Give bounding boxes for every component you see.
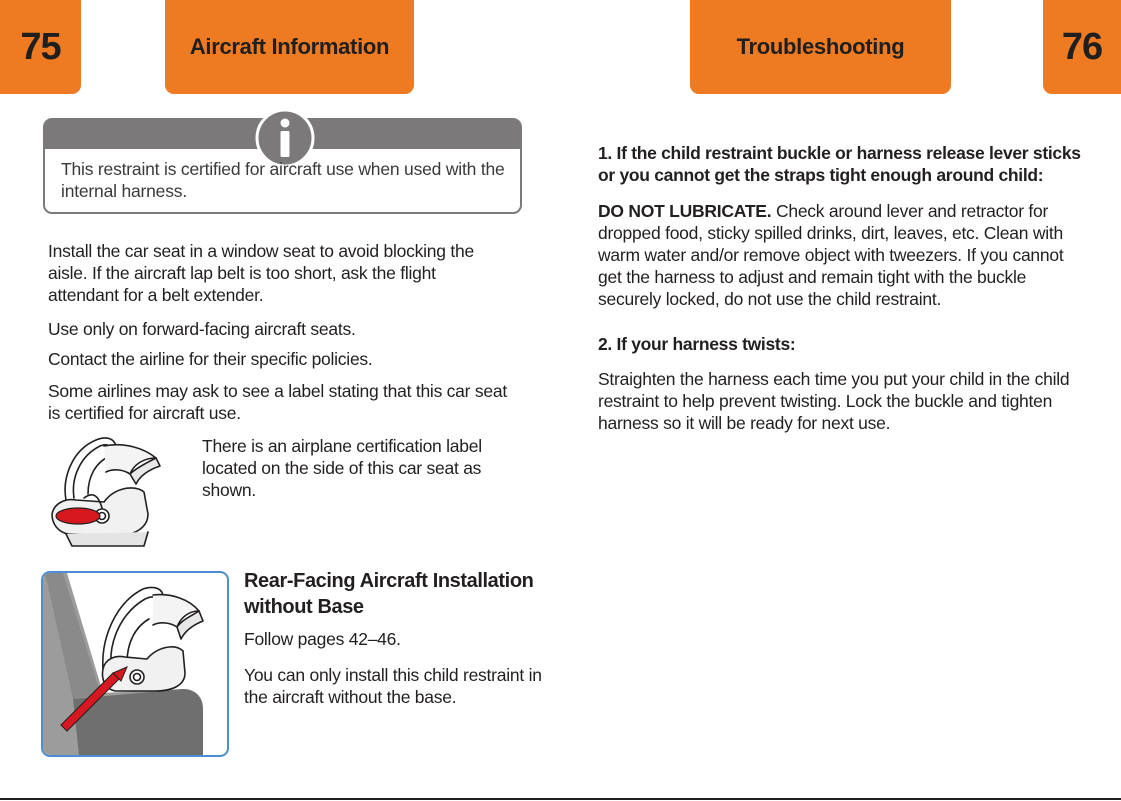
troubleshooting-item-2-heading: 2. If your harness twists: [598,334,796,354]
troubleshooting-item-2-body: Straighten the harness each time you put your child in the child restraint to help prevent twisting. Lock the buckle and tighten harness so it will be ready for next use. [598,369,1070,433]
info-callout-text: This restraint is certified for aircraft use when used with the internal harness. [61,159,505,201]
rear-facing-heading: Rear-Facing Aircraft Installation without Base [244,570,534,618]
section-title-troubleshooting: Troubleshooting [690,0,951,94]
do-not-lubricate-lead: DO NOT LUBRICATE. [598,201,772,221]
paragraph-without-base: You can only install this child restraint in the aircraft without the base. [244,665,542,707]
car-seat-label-illustration [44,428,194,550]
troubleshooting-item-1-heading: 1. If the child restraint buckle or harness release lever sticks or you cannot get the straps tight enough around child: [598,143,1081,185]
paragraph-certification-label: Some airlines may ask to see a label stating that this car seat is certified for aircraft use. [48,381,507,423]
rear-facing-illustration-frame [41,571,229,757]
paragraph-label-location: There is an airplane certification label located on the side of this car seat as shown. [202,436,482,500]
paragraph-window-seat: Install the car seat in a window seat to avoid blocking the aisle. If the aircraft lap belt is too short, ask the flight attendant for a belt extender. [48,241,474,305]
page-number-left: 75 [0,0,81,94]
info-callout-box [43,118,522,214]
paragraph-follow-pages: Follow pages 42–46. [244,629,401,649]
paragraph-contact-airline: Contact the airline for their specific policies. [48,349,373,369]
paragraph-forward-facing: Use only on forward-facing aircraft seats. [48,319,356,339]
troubleshooting-item-1-text: Check around lever and retractor for dropped food, sticky spilled drinks, dirt, leaves, etc. Clean with warm water and/or remove object with tweezers. If you cannot get the harness to adjust and remain tight with the buckle securely locked, do not use the child restraint. [598,201,1064,309]
page-number-right: 76 [1043,0,1121,94]
aircraft-seat-illustration [43,573,227,755]
troubleshooting-item-1-body [598,200,1088,310]
section-title-aircraft-information: Aircraft Information [165,0,414,94]
bottom-rule [0,798,1121,800]
